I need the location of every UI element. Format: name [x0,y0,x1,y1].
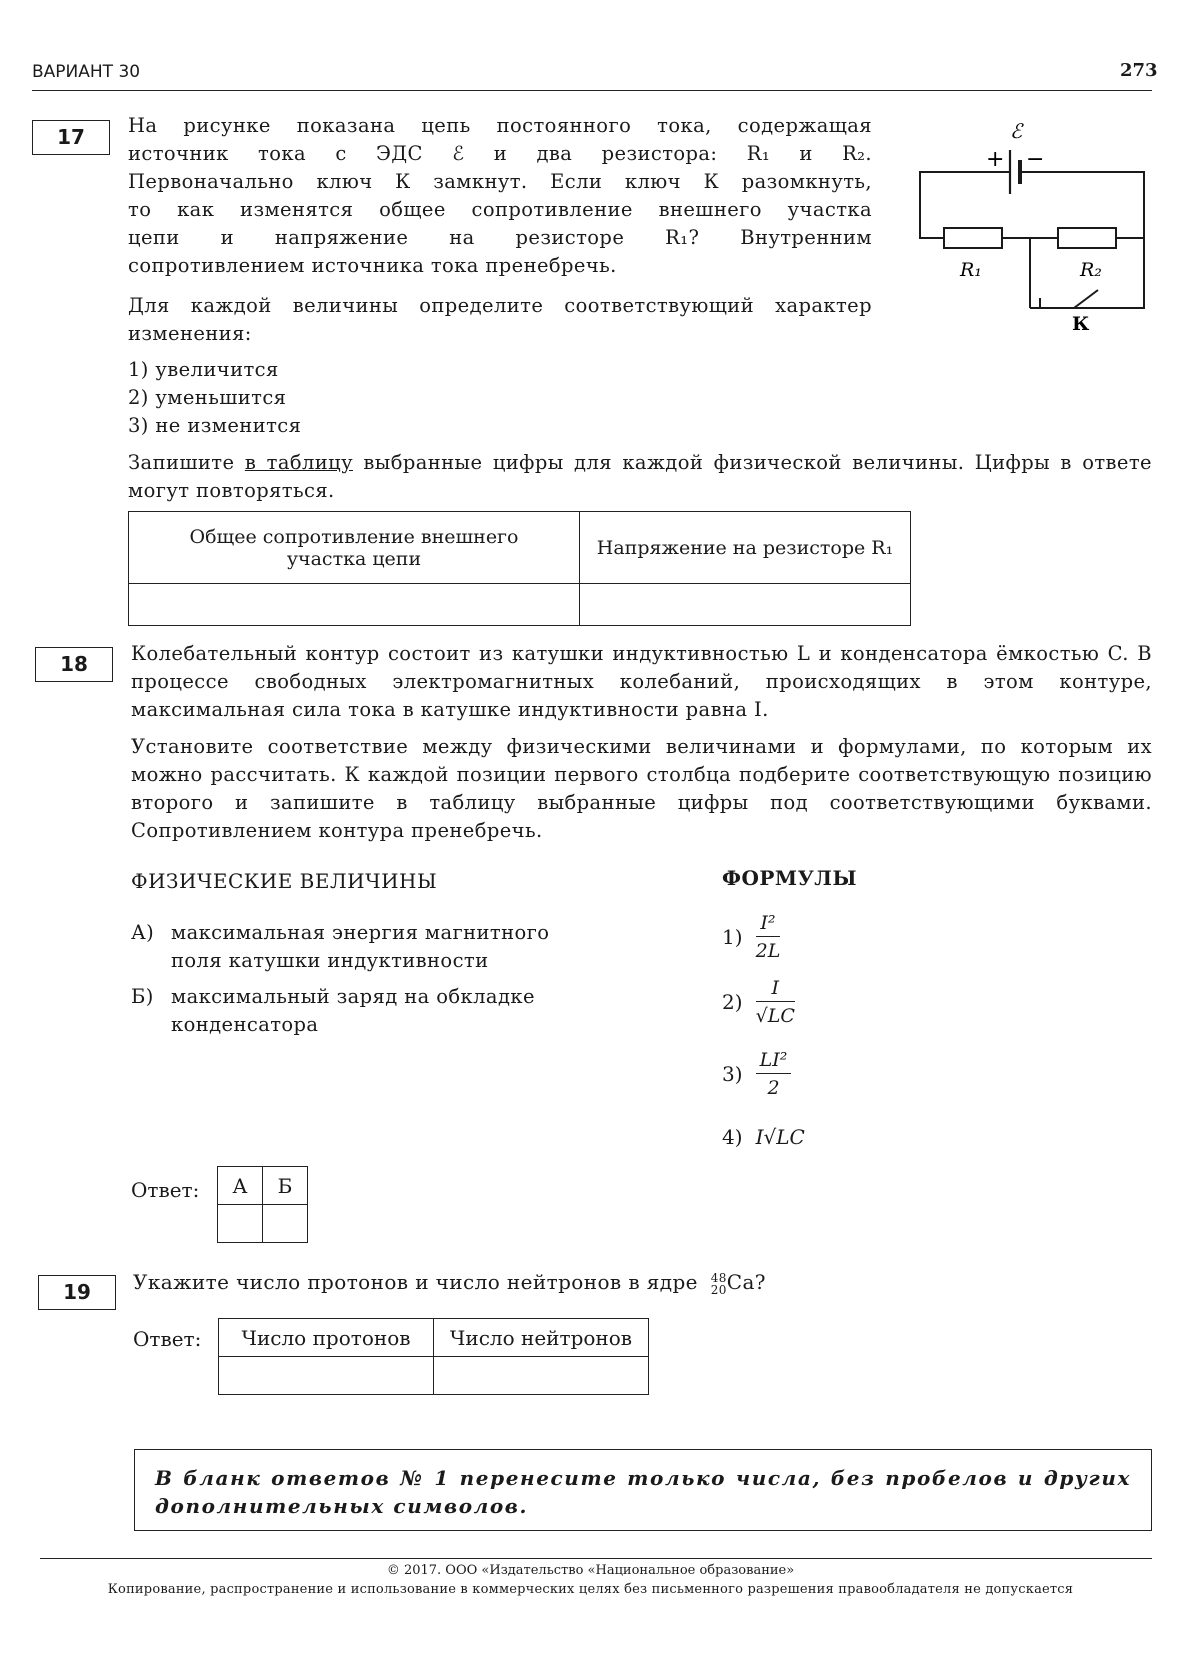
footer-rights: Копирование, распространение и использование в коммерческих целях без письменного разрешения правообладателя не допускается [107,1582,1074,1597]
option-1: 1) увеличится [128,358,279,381]
answer-header-neutrons: Число нейтронов [434,1319,649,1357]
isotope-indices [711,1272,727,1296]
emf-label: ℰ [1010,119,1023,143]
formula-1-label: 1) [722,925,743,949]
option-2: 2) уменьшится [128,386,287,409]
task-18-text: Колебательный контур состоит из катушки индуктивностью L и конденсатора ёмкостью C. В процессе свободных электромагнитных колебаний, происходящих в этом контуре, максимальная сила тока в катушке индуктивности равна I. [131,642,1152,721]
formula-1-denominator: 2L [755,940,781,962]
isotope-atomic-number: 20 [710,1282,727,1297]
task-19-text [133,1270,766,1296]
answer-cell-b[interactable] [263,1205,308,1243]
plus-sign: + [986,147,1005,172]
quantity-b [131,983,601,1039]
isotope-mass-number: 48 [710,1270,727,1285]
formula-2-label: 2) [722,990,743,1014]
formula-3-numerator: LI² [756,1049,792,1074]
answer-cell-neutrons[interactable] [434,1357,649,1395]
header-resistance: Общее сопротивление внешнего участка цепи [129,512,580,584]
r1-label: R₁ [960,259,982,281]
task-17-line-5: цепи и напряжение на резисторе R₁? Внутренним [128,226,872,249]
isotope-symbol: Ca? [726,1270,766,1294]
header-voltage: Напряжение на резисторе R₁ [580,512,911,584]
task-17-number: 17 [32,120,110,155]
task-17-line-1: На рисунке показана цепь постоянного тока, содержащая [128,114,872,137]
task-18-number: 18 [35,647,113,682]
answer-header-b: Б [263,1167,308,1205]
write-prefix: Запишите [128,451,245,474]
col-physical-quantities: ФИЗИЧЕСКИЕ ВЕЛИЧИНЫ [131,869,438,893]
page-number: 273 [1120,60,1158,81]
task-17-line-3: Первоначально ключ К замкнут. Если ключ К разомкнуть, [128,170,872,193]
task-17-instruction: Для каждой величины определите соответствующий характер изменения: [128,294,872,345]
circuit-diagram [900,112,1160,342]
answer-cell-resistance[interactable] [129,584,580,626]
key-label: К [1072,313,1090,335]
footer-divider [40,1558,1152,1559]
variant-title: ВАРИАНТ 30 [32,62,141,82]
formula-2 [722,977,795,1027]
formula-3 [722,1049,791,1099]
quantity-a [131,919,601,975]
formula-2-denominator: √LC [755,1005,795,1027]
answer-cell-a[interactable] [218,1205,263,1243]
resistor-r1 [944,228,1002,248]
task-17-line-4: то как изменятся общее сопротивление внешнего участка [128,198,872,221]
answer-header-a: А [218,1167,263,1205]
quantity-a-text: максимальная энергия магнитного поля катушки индуктивности [171,921,550,972]
minus-sign: − [1026,147,1045,172]
task-19-number: 19 [38,1275,116,1310]
formula-1 [722,912,780,962]
formula-4-label: 4) [722,1125,743,1149]
task-18-answer-table [217,1166,308,1243]
answer-header-protons: Число протонов [219,1319,434,1357]
task-17-write-instruction [128,449,1152,505]
quantity-b-text: максимальный заряд на обкладке конденсатора [171,985,535,1036]
task-17-text [128,112,872,280]
switch-blade [1074,290,1098,308]
task-17-answer-table [128,511,911,626]
task-17-options [128,356,528,440]
task-19-answer-label: Ответ: [133,1327,202,1351]
formula-3-label: 3) [722,1062,743,1086]
r2-label: R₂ [1080,259,1102,281]
answer-cell-protons[interactable] [219,1357,434,1395]
task-19-question: Укажите число протонов и число нейтронов в ядре [133,1270,698,1294]
quantity-b-label: Б) [131,985,154,1008]
wire-right [1036,172,1144,308]
notice-box [134,1449,1152,1531]
quantity-a-label: А) [131,921,155,944]
formula-4 [722,1125,805,1149]
formula-4-expression: I√LC [755,1125,805,1149]
task-19-answer-table [218,1318,649,1395]
task-17-line-2: источник тока с ЭДС ℰ и два резистора: R₁ и R₂. [128,142,872,165]
answer-cell-voltage[interactable] [580,584,911,626]
write-suffix: выбранные цифры для каждой физической величины. Цифры в ответе могут повторяться. [128,451,1153,502]
notice-text: В бланк ответов № 1 перенесите только числа, без пробелов и других дополнительных символов. [155,1466,1131,1518]
option-3: 3) не изменится [128,414,302,437]
table-link[interactable]: в таблицу [244,451,353,474]
resistor-r2 [1058,228,1116,248]
formula-1-numerator: I² [756,912,781,937]
formula-2-numerator: I [756,977,795,1002]
task-18-instruction: Установите соответствие между физическими величинами и формулами, по которым их можно рассчитать. К каждой позиции первого столбца подберите соответствующую позицию второго и запишите в таблицу выбранные цифры под соответствующими буквами. Сопротивлением контура пренебречь. [131,735,1152,842]
footer-copyright: © 2017. ООО «Издательство «Национальное образование» [386,1563,795,1578]
formula-3-denominator: 2 [767,1077,780,1099]
col-formulas: ФОРМУЛЫ [722,866,858,890]
task-17-line-6: сопротивлением источника тока пренебречь. [128,254,617,277]
task-18-answer-label: Ответ: [131,1178,200,1202]
header-divider [32,90,1152,91]
